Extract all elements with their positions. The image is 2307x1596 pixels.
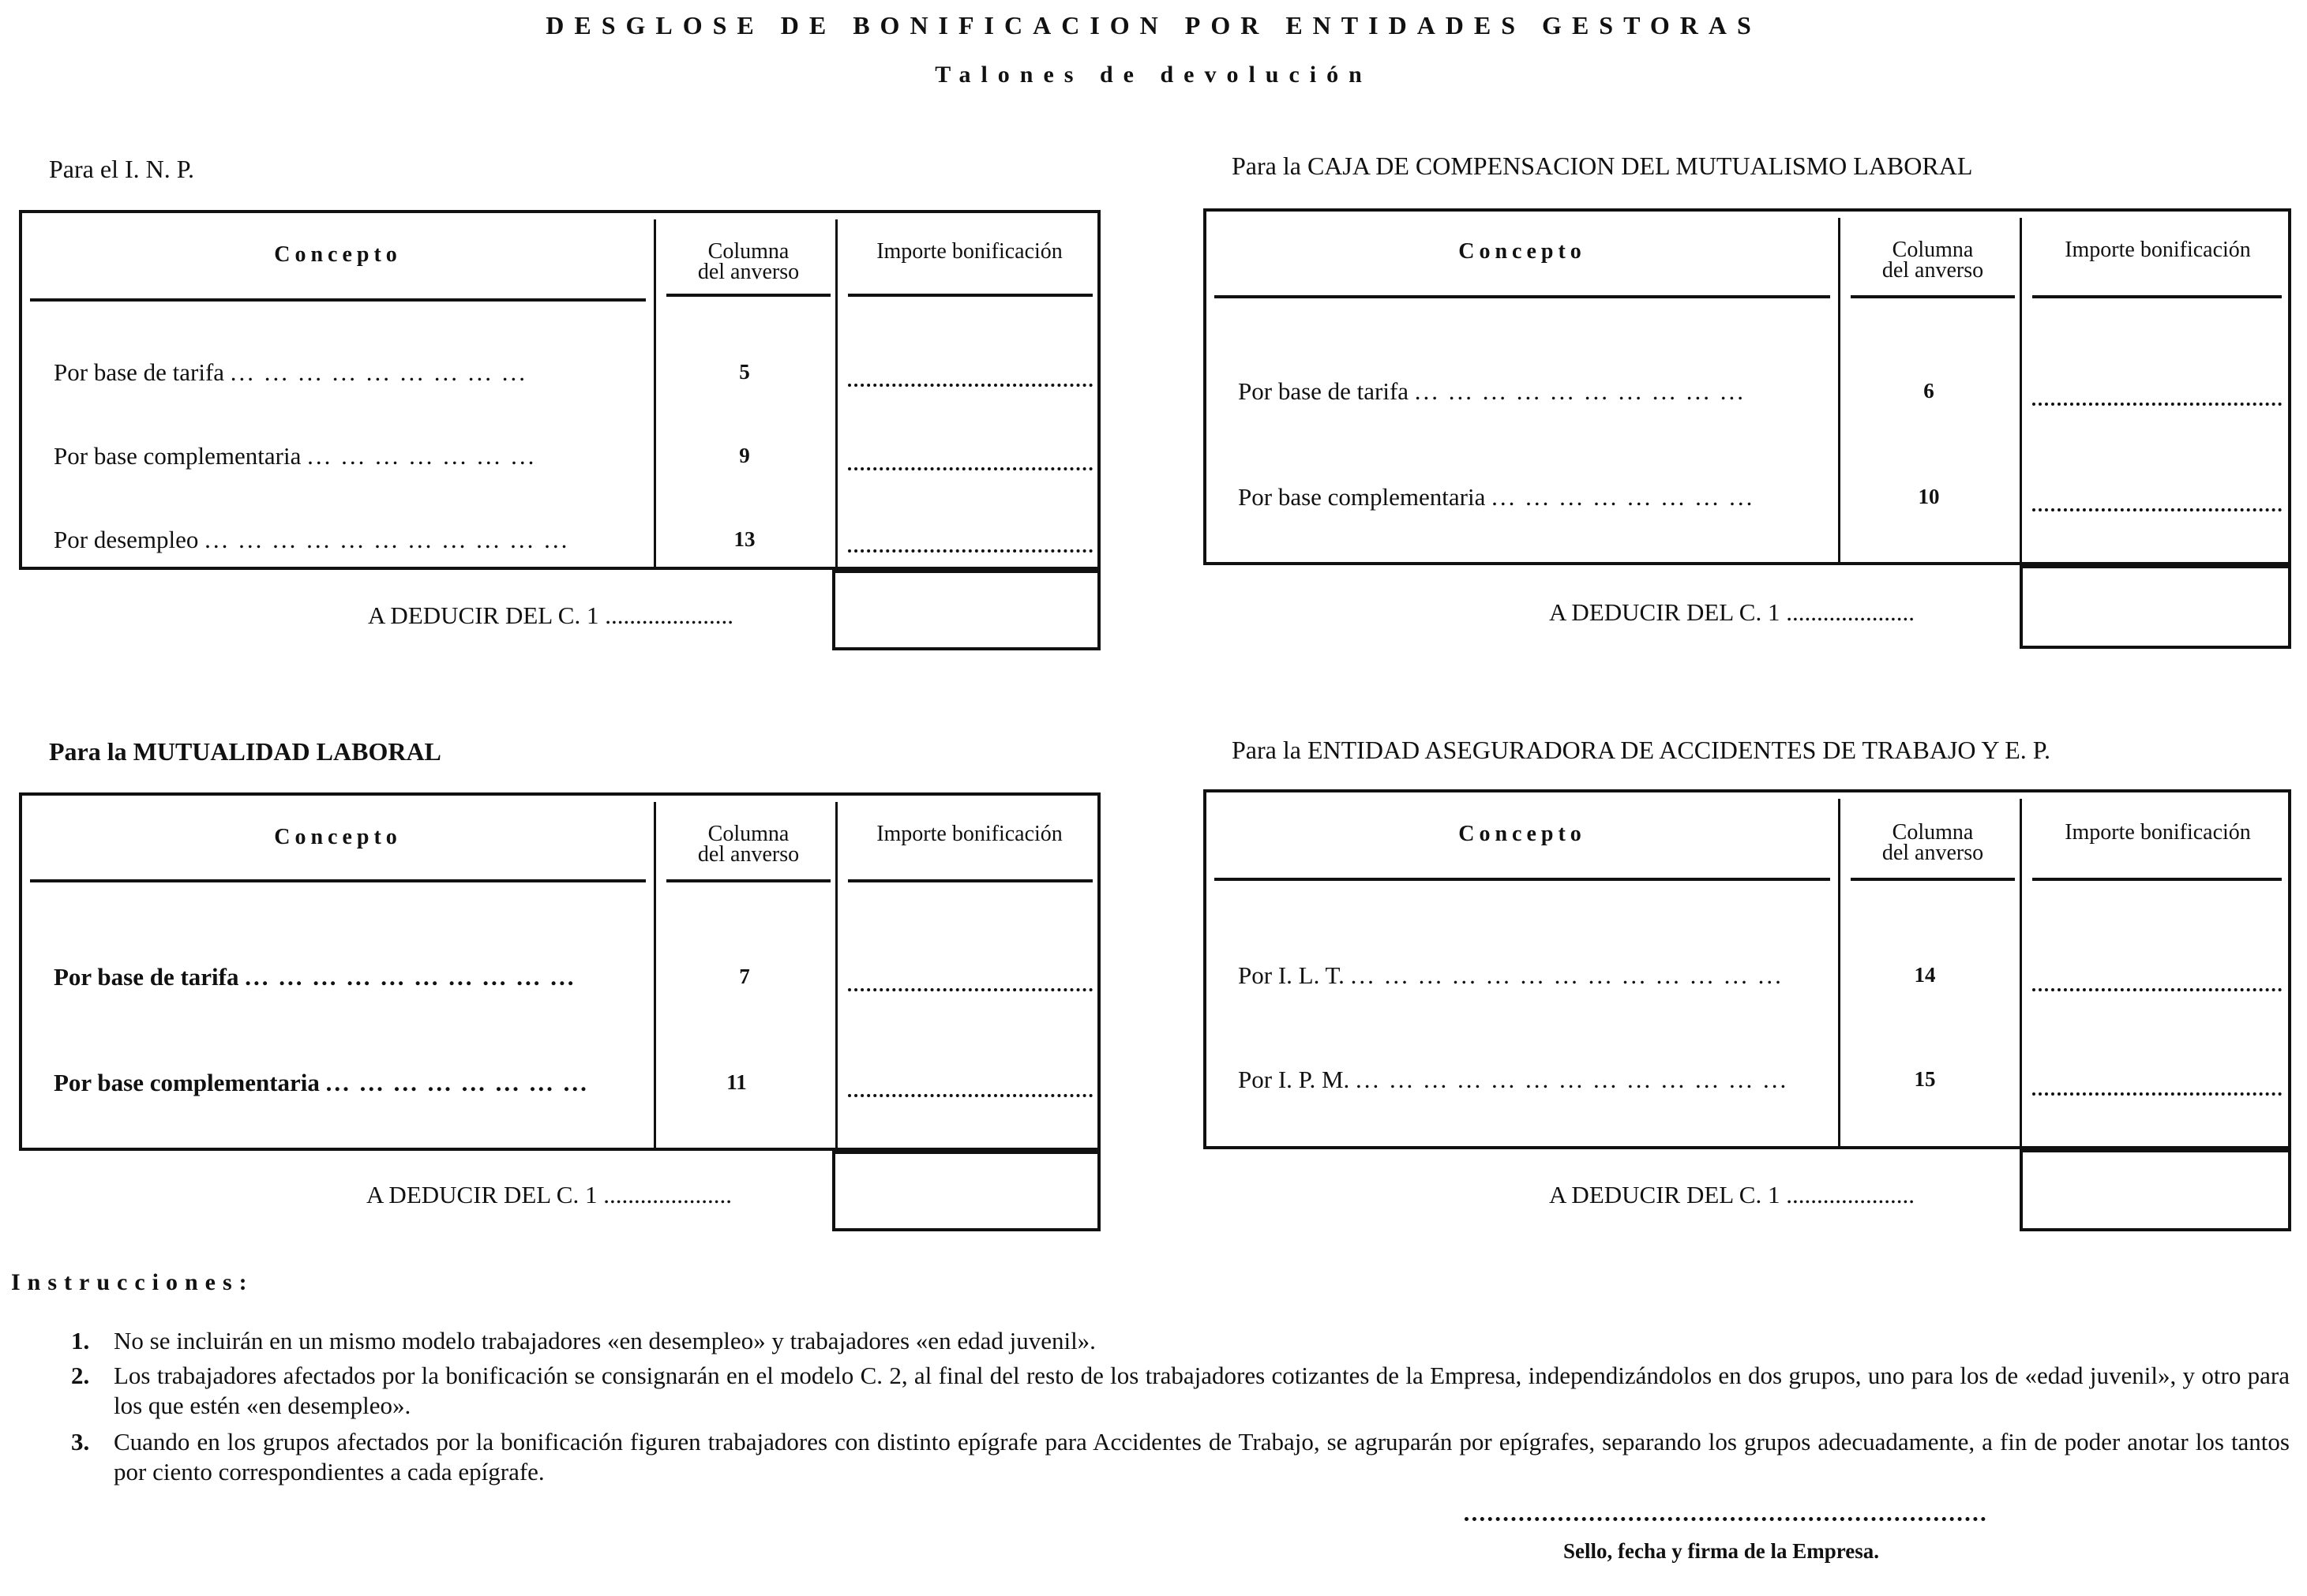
- header-rule: [30, 298, 646, 302]
- row-concept: Por base complementaria ... ... ... ... ... ... ... ...: [1238, 483, 1755, 511]
- row-column-number: 7: [739, 965, 750, 988]
- deduct-amount-box[interactable]: [832, 570, 1101, 650]
- deduct-amount-box[interactable]: [2020, 565, 2291, 649]
- header-columna: Columna del anverso: [697, 239, 800, 284]
- amount-field[interactable]: [848, 988, 1093, 991]
- header-rule: [2032, 878, 2282, 881]
- row-concept: Por base de tarifa ... ... ... ... ... ... ... ... ...: [54, 358, 528, 386]
- row-concept: Por base complementaria ... ... ... ... ... ... ... ...: [54, 1069, 589, 1096]
- table-caja: [1203, 208, 2291, 565]
- header-rule: [848, 879, 1093, 882]
- header-columna: Columna del anverso: [1881, 820, 1984, 865]
- header-rule: [1214, 878, 1830, 881]
- header-importe: Importe bonificación: [876, 239, 1063, 264]
- row-column-number: 14: [1914, 963, 1936, 987]
- amount-field[interactable]: [2032, 403, 2282, 406]
- section-label-caja: Para la CAJA DE COMPENSACION DEL MUTUALISMO LABORAL: [1232, 152, 1973, 180]
- header-concepto: Concepto: [274, 825, 402, 849]
- header-rule: [1214, 295, 1830, 298]
- signature-label: Sello, fecha y firma de la Empresa.: [1563, 1539, 1879, 1563]
- instructions-title: Instrucciones:: [11, 1269, 254, 1295]
- instruction-item: 3. Cuando en los grupos afectados por la bonificación figuren trabajadores con distinto epígrafe para Accidentes de Trabajo, se agruparán por epígrafes, separando los grupos adecuadamente, a fin de poder anotar los tantos por ciento correspondientes a cada epígrafe.: [71, 1428, 2290, 1485]
- header-columna: Columna del anverso: [1881, 238, 1984, 283]
- header-columna: Columna del anverso: [697, 822, 800, 867]
- amount-field[interactable]: [2032, 508, 2282, 511]
- instruction-item: 1. No se incluirán en un mismo modelo trabajadores «en desempleo» y trabajadores «en edad juvenil».: [71, 1327, 1096, 1354]
- header-concepto: Concepto: [1458, 822, 1586, 846]
- deduct-label: A DEDUCIR DEL C. 1 .....................: [368, 601, 733, 629]
- page-title: DESGLOSE DE BONIFICACION POR ENTIDADES GESTORAS: [546, 11, 1761, 39]
- column-divider: [654, 219, 656, 567]
- row-column-number: 6: [1923, 379, 1934, 403]
- amount-field[interactable]: [848, 384, 1093, 387]
- page-subtitle: Talones de devolución: [935, 62, 1372, 88]
- table-inp: [19, 210, 1101, 570]
- header-concepto: Concepto: [1458, 239, 1586, 264]
- header-rule: [666, 294, 831, 297]
- deduct-amount-box[interactable]: [832, 1151, 1101, 1231]
- row-column-number: 13: [733, 527, 756, 551]
- section-label-inp: Para el I. N. P.: [49, 155, 194, 183]
- instruction-item: 2. Los trabajadores afectados por la bonificación se consignarán en el modelo C. 2, al final del resto de los trabajadores cotizantes de la Empresa, independizándolos en dos grupos, uno para los de «edad juvenil», y otro para los que estén «en desempleo».: [71, 1362, 2290, 1419]
- table-mutualidad: [19, 792, 1101, 1151]
- row-concept: Por I. P. M. ... ... ... ... ... ... ... ... ... ... ... ... ...: [1238, 1066, 1789, 1093]
- amount-field[interactable]: [2032, 988, 2282, 991]
- row-column-number: 10: [1918, 485, 1940, 508]
- header-concepto: Concepto: [274, 242, 402, 267]
- header-rule: [1851, 878, 2015, 881]
- header-rule: [2032, 295, 2282, 298]
- signature-line[interactable]: [1465, 1517, 1986, 1521]
- header-rule: [666, 879, 831, 882]
- header-rule: [848, 294, 1093, 297]
- column-divider: [2020, 218, 2022, 562]
- column-divider: [654, 802, 656, 1148]
- amount-field[interactable]: [848, 549, 1093, 553]
- column-divider: [1838, 799, 1840, 1146]
- section-label-aseguradora: Para la ENTIDAD ASEGURADORA DE ACCIDENTES DE TRABAJO Y E. P.: [1232, 736, 2051, 764]
- header-rule: [1851, 295, 2015, 298]
- header-importe: Importe bonificación: [2065, 238, 2251, 262]
- column-divider: [2020, 799, 2022, 1146]
- row-concept: Por base de tarifa ... ... ... ... ... ... ... ... ... ...: [1238, 377, 1746, 405]
- row-column-number: 11: [726, 1070, 747, 1094]
- deduct-amount-box[interactable]: [2020, 1149, 2291, 1231]
- row-concept: Por I. L. T. ... ... ... ... ... ... ... ... ... ... ... ... ...: [1238, 961, 1784, 989]
- column-divider: [835, 802, 838, 1148]
- table-aseguradora: [1203, 789, 2291, 1149]
- header-rule: [30, 879, 646, 882]
- section-label-mutualidad: Para la MUTUALIDAD LABORAL: [49, 737, 441, 766]
- column-divider: [1838, 218, 1840, 562]
- deduct-label: A DEDUCIR DEL C. 1 .....................: [366, 1181, 732, 1208]
- amount-field[interactable]: [848, 1094, 1093, 1097]
- row-column-number: 15: [1914, 1067, 1936, 1091]
- amount-field[interactable]: [2032, 1092, 2282, 1096]
- row-concept: Por base de tarifa ... ... ... ... ... ... ... ... ... ...: [54, 963, 576, 991]
- deduct-label: A DEDUCIR DEL C. 1 .....................: [1549, 598, 1915, 626]
- header-importe: Importe bonificación: [876, 822, 1063, 846]
- deduct-label: A DEDUCIR DEL C. 1 .....................: [1549, 1181, 1915, 1208]
- row-column-number: 5: [739, 360, 750, 384]
- row-concept: Por desempleo ... ... ... ... ... ... ... ... ... ... ...: [54, 526, 570, 553]
- row-concept: Por base complementaria ... ... ... ... ... ... ...: [54, 442, 537, 470]
- row-column-number: 9: [739, 444, 750, 467]
- column-divider: [835, 219, 838, 567]
- amount-field[interactable]: [848, 467, 1093, 470]
- header-importe: Importe bonificación: [2065, 820, 2251, 845]
